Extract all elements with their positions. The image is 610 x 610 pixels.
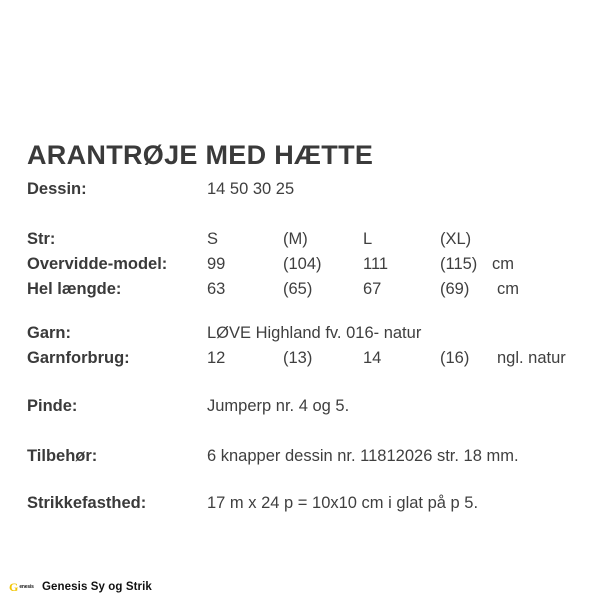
spec-row-overvidde-model: [0, 255, 610, 279]
garnforbrug-value-s: 12: [207, 349, 226, 367]
spec-label-strikkefasthed: Strikkefasthed:: [27, 494, 147, 512]
hel-laengde-value-m: (65): [283, 280, 313, 298]
logo-letter: G: [9, 580, 19, 594]
spec-label-overvidde-model: Overvidde-model:: [27, 255, 168, 273]
footer-brand-text: Genesis Sy og Strik: [42, 581, 152, 593]
overvidde-unit: cm: [492, 255, 514, 273]
overvidde-value-l: 111: [363, 255, 389, 273]
spec-value-dessin: 14 50 30 25: [207, 180, 295, 198]
genesis-logo-icon: [9, 581, 35, 594]
spec-value-strikkefasthed: 17 m x 24 p = 10x10 cm i glat på p 5.: [207, 494, 479, 512]
spec-row-dessin: [0, 180, 610, 204]
size-column-header-s: S: [207, 230, 219, 248]
spec-label-str: Str:: [27, 230, 56, 248]
garnforbrug-unit: ngl. natur: [497, 349, 566, 367]
garnforbrug-value-l: 14: [363, 349, 382, 367]
overvidde-value-xl: (115): [440, 255, 478, 273]
hel-laengde-unit: cm: [497, 280, 519, 298]
footer-watermark: [0, 576, 610, 598]
hel-laengde-value-l: 67: [363, 280, 382, 298]
spec-row-pinde: [0, 397, 610, 421]
size-column-header-m: (M): [283, 230, 308, 248]
spec-label-tilbehoer: Tilbehør:: [27, 447, 98, 465]
hel-laengde-value-xl: (69): [440, 280, 470, 298]
spec-value-garn: LØVE Highland fv. 016- natur: [207, 324, 422, 342]
size-column-header-l: L: [363, 230, 373, 248]
page-title: ARANTRØJE MED HÆTTE: [27, 140, 374, 171]
spec-row-size-header: [0, 230, 610, 254]
spec-row-tilbehoer: [0, 447, 610, 471]
garnforbrug-value-m: (13): [283, 349, 313, 367]
logo-wordmark: enesis: [19, 583, 34, 590]
garnforbrug-value-xl: (16): [440, 349, 470, 367]
spec-label-garn: Garn:: [27, 324, 72, 342]
size-column-header-xl: (XL): [440, 230, 472, 248]
spec-value-pinde: Jumperp nr. 4 og 5.: [207, 397, 350, 415]
spec-label-dessin: Dessin:: [27, 180, 87, 198]
overvidde-value-m: (104): [283, 255, 322, 273]
spec-label-garnforbrug: Garnforbrug:: [27, 349, 130, 367]
overvidde-value-s: 99: [207, 255, 226, 273]
spec-label-hel-laengde: Hel længde:: [27, 280, 122, 298]
spec-value-tilbehoer: 6 knapper dessin nr. 11812026 str. 18 mm.: [207, 447, 519, 465]
spec-row-garnforbrug: [0, 349, 610, 373]
spec-row-garn: [0, 324, 610, 348]
spec-label-pinde: Pinde:: [27, 397, 78, 415]
spec-row-hel-laengde: [0, 280, 610, 304]
hel-laengde-value-s: 63: [207, 280, 226, 298]
